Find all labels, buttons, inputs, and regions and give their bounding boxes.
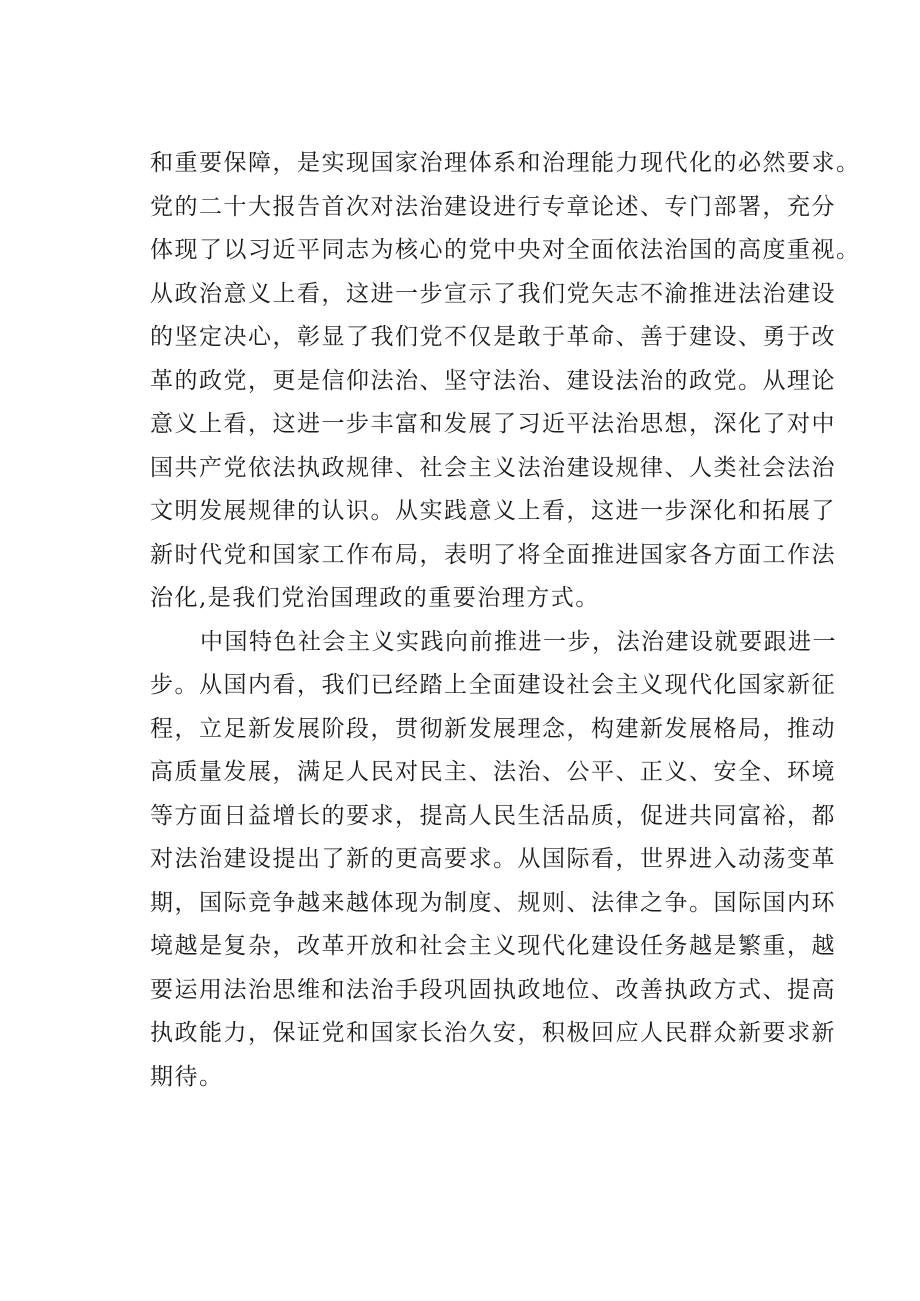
text-line: 治化,是我们党治国理政的重要治理方式。 <box>150 585 600 611</box>
text-line: 要运用法治思维和法治手段巩固执政地位、改善执政方式、提高 <box>150 976 836 1003</box>
text-line: 从政治意义上看，这进一步宣示了我们党矢志不渝推进法治建设 <box>150 280 836 307</box>
text-line: 等方面日益增长的要求，提高人民生活品质，促进共同富裕，都 <box>150 802 836 829</box>
text-line: 期待。 <box>150 1063 224 1090</box>
text-line: 意义上看，这进一步丰富和发展了习近平法治思想，深化了对中 <box>150 411 836 437</box>
text-line: 体现了以习近平同志为核心的党中央对全面依法治国的高度重视。 <box>150 237 861 263</box>
text-line: 步。从国内看，我们已经踏上全面建设社会主义现代化国家新征 <box>150 672 836 698</box>
text-line: 党的二十大报告首次对法治建设进行专章论述、专门部署，充分 <box>150 193 836 220</box>
text-line: 期，国际竞争越来越体现为制度、规则、法律之争。国际国内环 <box>150 889 836 916</box>
text-line: 的坚定决心，彰显了我们党不仅是敢于革命、善于建设、勇于改 <box>150 324 836 350</box>
paragraph-2 <box>150 621 837 1100</box>
document-body <box>150 142 861 1099</box>
text-line: 高质量发展，满足人民对民主、法治、公平、正义、安全、环境 <box>150 759 836 785</box>
text-line: 境越是复杂，改革开放和社会主义现代化建设任务越是繁重，越 <box>150 933 836 959</box>
text-line: 文明发展规律的认识。从实践意义上看，这进一步深化和拓展了 <box>150 498 836 524</box>
text-line: 国共产党依法执政规律、社会主义法治建设规律、人类社会法治 <box>150 454 836 481</box>
text-line: 执政能力，保证党和国家长治久安，积极回应人民群众新要求新 <box>150 1020 836 1046</box>
text-line: 革的政党，更是信仰法治、坚守法治、建设法治的政党。从理论 <box>150 367 836 394</box>
text-line: 新时代党和国家工作布局，表明了将全面推进国家各方面工作法 <box>150 541 836 568</box>
text-line: 和重要保障，是实现国家治理体系和治理能力现代化的必然要求。 <box>150 150 861 176</box>
paragraph-1 <box>150 142 861 621</box>
text-line: 中国特色社会主义实践向前推进一步，法治建设就要跟进一 <box>200 628 837 655</box>
text-line: 程，立足新发展阶段，贯彻新发展理念，构建新发展格局，推动 <box>150 715 836 742</box>
text-line: 对法治建设提出了新的更高要求。从国际看，世界进入动荡变革 <box>150 846 836 872</box>
